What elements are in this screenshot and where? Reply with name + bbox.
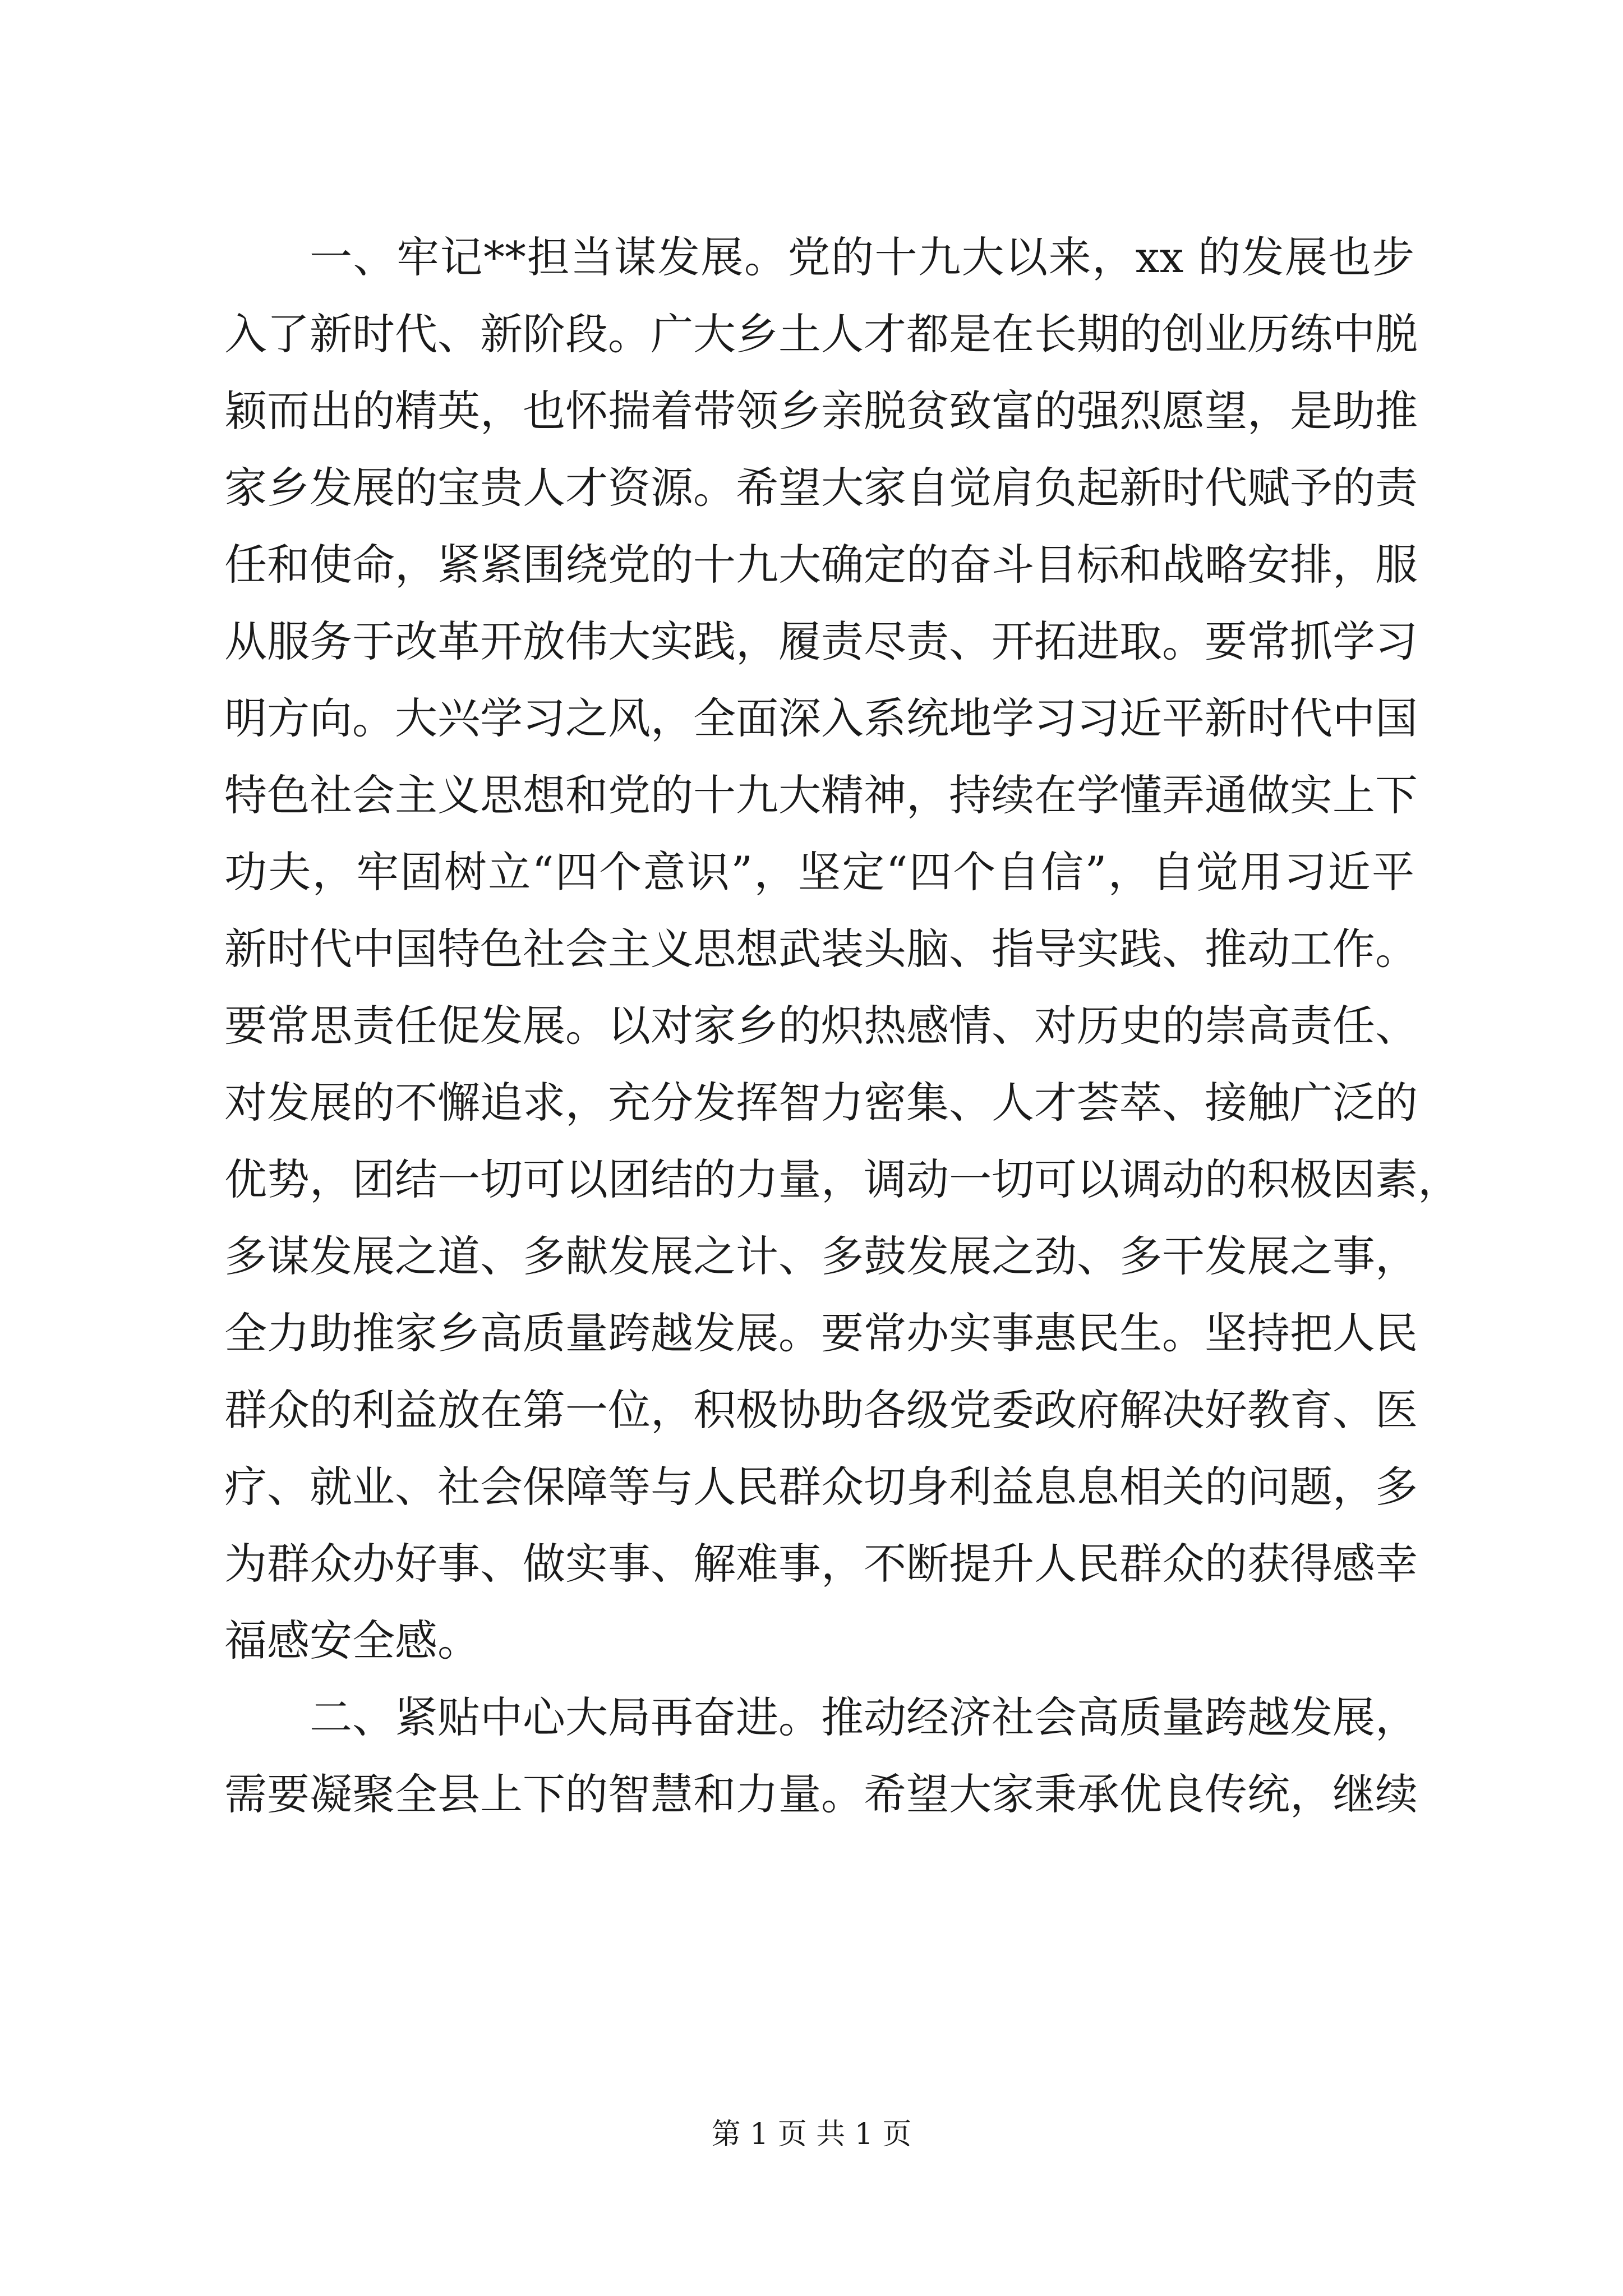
paragraph-1-line-17: 疗、就业、社会保障等与人民群众切身利益息息相关的问题，多	[224, 1462, 1418, 1512]
paragraph-1-line-7: 明方向。大兴学习之风，全面深入系统地学习习近平新时代中国	[224, 693, 1418, 743]
paragraph-1-line-5: 任和使命，紧紧围绕党的十九大确定的奋斗目标和战略安排，服	[224, 540, 1418, 590]
paragraph-1-line-4: 家乡发展的宝贵人才资源。希望大家自觉肩负起新时代赋予的责	[224, 463, 1418, 513]
document-body	[224, 219, 1460, 1833]
paragraph-1-line-2: 入了新时代、新阶段。广大乡土人才都是在长期的创业历练中脱	[224, 309, 1418, 359]
paragraph-1-line-13: 优势，团结一切可以团结的力量，调动一切可以调动的积极因素，	[224, 1154, 1460, 1204]
paragraph-1-line-3: 颖而出的精英，也怀揣着带领乡亲脱贫致富的强烈愿望，是助推	[224, 386, 1418, 436]
paragraph-1-line-6: 从服务于改革开放伟大实践，履责尽责、开拓进取。要常抓学习	[224, 616, 1418, 666]
paragraph-1-line-14: 多谋发展之道、多献发展之计、多鼓发展之劲、多干发展之事，	[224, 1231, 1418, 1281]
paragraph-1-line-12: 对发展的不懈追求，充分发挥智力密集、人才荟萃、接触广泛的	[224, 1078, 1418, 1128]
paragraph-1-line-11: 要常思责任促发展。以对家乡的炽热感情、对历史的崇高责任、	[224, 1001, 1418, 1051]
paragraph-1-line-10: 新时代中国特色社会主义思想武装头脑、指导实践、推动工作。	[224, 924, 1418, 974]
paragraph-1-line-19: 福感安全感。	[224, 1616, 480, 1665]
paragraph-1-line-16: 群众的利益放在第一位，积极协助各级党委政府解决好教育、医	[224, 1385, 1418, 1435]
paragraph-1-line-9: 功夫，牢固树立“四个意识”，坚定“四个自信”，自觉用习近平	[224, 847, 1414, 897]
paragraph-1-line-15: 全力助推家乡高质量跨越发展。要常办实事惠民生。坚持把人民	[224, 1308, 1418, 1358]
paragraph-2-line-2: 需要凝聚全县上下的智慧和力量。希望大家秉承优良传统，继续	[224, 1769, 1418, 1819]
paragraph-1-line-1: 一、牢记**担当谋发展。党的十九大以来，xx 的发展也步	[310, 232, 1414, 282]
page-footer: 第 1 页 共 1 页	[711, 2118, 912, 2151]
paragraph-2-line-1: 二、紧贴中心大局再奋进。推动经济社会高质量跨越发展，	[310, 1692, 1418, 1742]
paragraph-1-line-18: 为群众办好事、做实事、解难事，不断提升人民群众的获得感幸	[224, 1539, 1418, 1589]
paragraph-1-line-8: 特色社会主义思想和党的十九大精神，持续在学懂弄通做实上下	[224, 770, 1418, 820]
